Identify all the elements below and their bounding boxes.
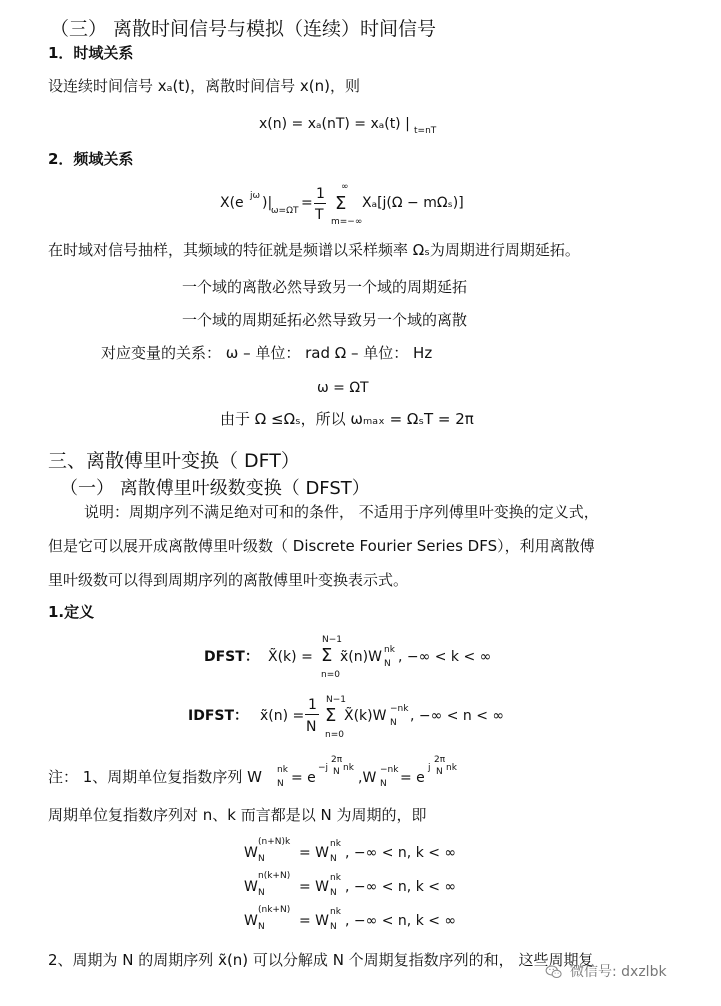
idfst-fraction-den: N: [306, 719, 317, 735]
paragraph-line: 一个域的周期延拓必然导致另一个域的离散: [182, 311, 468, 329]
idfst-fraction-num: 1: [308, 697, 317, 713]
note-exp-num: 2π: [434, 755, 446, 765]
dfst-sum-top: N−1: [322, 635, 342, 645]
note-eq-part: = e: [400, 770, 425, 786]
eq-freq-sum-top: ∞: [341, 182, 349, 192]
equation-sampling: x(n) = xₐ(nT) = xₐ(t) |: [259, 116, 410, 132]
idfst-sup: −nk: [390, 704, 409, 714]
period-eq-sup: (n+N)k: [258, 837, 291, 847]
paragraph-line: 设连续时间信号 xₐ(t)，离散时间信号 x(n)，则: [48, 77, 360, 95]
period-eq-sub: N: [330, 922, 337, 932]
paragraph-line: 2、周期为 N 的周期序列 x̃(n) 可以分解成 N 个周期复指数序列的和， 这些周期复: [48, 951, 594, 969]
dfst-eq-part: , −∞ < k < ∞: [398, 649, 492, 665]
period-eq-sup: nk: [330, 873, 341, 883]
equation-subscript: t=nT: [414, 126, 437, 136]
dfst-sum: Σ: [321, 645, 333, 666]
note-line: 注： 1、周期单位复指数序列 W: [48, 768, 262, 786]
idfst-eq-part: , −∞ < n < ∞: [410, 708, 505, 724]
period-eq-sup: nk: [330, 907, 341, 917]
period-eq-part: , −∞ < n, k < ∞: [345, 913, 457, 929]
period-eq-sup: n(k+N): [258, 871, 291, 881]
note-sup: −nk: [380, 765, 399, 775]
period-eq-part: = W: [299, 845, 330, 861]
dfst-eq-part: X̃(k) =: [268, 649, 313, 665]
subheading-time-domain: 1．时域关系: [48, 44, 134, 62]
note-exp-part: nk: [343, 763, 354, 773]
period-eq-sub: N: [330, 888, 337, 898]
equation-line: ω = ΩT: [317, 380, 369, 396]
period-eq-part: = W: [299, 913, 330, 929]
note-exp-den: N: [333, 767, 340, 777]
eq-freq-sum: Σ: [335, 193, 347, 214]
dfst-sup: nk: [384, 645, 395, 655]
equation-line: 由于 Ω ≤Ωₛ，所以 ωₘₐₓ = ΩₛT = 2π: [220, 410, 474, 428]
section-heading-3: （三） 离散时间信号与模拟（连续）时间信号: [50, 18, 437, 40]
period-eq-part: = W: [299, 879, 330, 895]
eq-freq-fraction-den: T: [315, 207, 324, 223]
note-exp-num: 2π: [331, 755, 343, 765]
period-eq-sup: nk: [330, 839, 341, 849]
dfst-eq-part: x̃(n)W: [340, 649, 382, 665]
note-exp: j: [428, 763, 431, 773]
period-eq-part: W: [244, 879, 258, 895]
idfst-sum-bottom: n=0: [325, 730, 344, 740]
note-exp-part: nk: [446, 763, 457, 773]
dfst-sub: N: [384, 659, 391, 669]
subheading-definition-text: 1.定义: [48, 603, 95, 621]
paragraph-line: 但是它可以展开成离散傅里叶级数（ Discrete Fourier Series DFS），利用离散傅: [48, 537, 595, 555]
subheading-frequency-domain: 2．频域关系: [48, 150, 134, 168]
subsection-heading-dfst: （一） 离散傅里叶级数变换（ DFST）: [60, 478, 370, 499]
period-eq-sub: N: [258, 854, 265, 864]
eq-freq-part: X(e: [220, 195, 244, 211]
note-exp-den: N: [436, 767, 443, 777]
paragraph-line: 在时域对信号抽样，其频域的特征就是频谱以采样频率 Ωₛ为周期进行周期延拓。: [48, 241, 580, 259]
idfst-eq-part: x̃(n) =: [260, 708, 305, 724]
paragraph-line: 说明：周期序列不满足绝对可和的条件， 不适用于序列傅里叶变换的定义式，: [84, 503, 599, 521]
paragraph-line: 周期单位复指数序列对 n、k 而言都是以 N 为周期的，即: [48, 806, 427, 824]
eq-freq-fraction-num: 1: [316, 186, 325, 202]
eq-freq-part: =: [301, 195, 313, 211]
note-eq-part: = e: [291, 770, 316, 786]
period-eq-part: W: [244, 845, 258, 861]
idfst-eq-part: X̃(k)W: [344, 708, 387, 724]
paragraph-line: 里叶级数可以得到周期序列的离散傅里叶变换表示式。: [48, 571, 409, 589]
period-eq-sub: N: [330, 854, 337, 864]
period-eq-part: W: [244, 913, 258, 929]
fraction-bar: [305, 714, 319, 715]
watermark-text: 微信号: dxzlbk: [570, 964, 667, 980]
period-eq-sub: N: [258, 888, 265, 898]
idfst-sum: Σ: [325, 705, 337, 726]
paragraph-line: 对应变量的关系： ω – 单位： rad Ω – 单位： Hz: [101, 344, 433, 362]
note-sup: nk: [277, 765, 288, 775]
period-eq-part: , −∞ < n, k < ∞: [345, 879, 457, 895]
note-sub: N: [380, 779, 387, 789]
period-eq-sub: N: [258, 922, 265, 932]
note-sub: N: [277, 779, 284, 789]
idfst-sum-top: N−1: [326, 695, 346, 705]
eq-freq-sup: jω: [250, 191, 261, 201]
dfst-label: DFST：: [204, 649, 259, 665]
subheading-definition: [48, 605, 94, 620]
wechat-icon: [545, 963, 563, 981]
eq-freq-sub: ω=ΩT: [271, 206, 299, 216]
eq-freq-part: Xₐ[j(Ω − mΩₛ)]: [362, 195, 464, 211]
idfst-sub: N: [390, 718, 397, 728]
period-eq-sup: (nk+N): [258, 905, 291, 915]
idfst-label: IDFST：: [188, 708, 249, 724]
eq-freq-sum-bottom: m=−∞: [331, 217, 363, 227]
paragraph-line: 一个域的离散必然导致另一个域的周期延拓: [182, 278, 468, 296]
eq-freq-part: )|: [262, 195, 273, 211]
section-heading-dft: 三、离散傅里叶变换（ DFT）: [48, 450, 300, 472]
fraction-bar: [314, 203, 326, 204]
note-exp: −j: [318, 763, 329, 773]
dfst-sum-bottom: n=0: [321, 670, 340, 680]
period-eq-part: , −∞ < n, k < ∞: [345, 845, 457, 861]
note-eq-part: ,W: [358, 770, 377, 786]
